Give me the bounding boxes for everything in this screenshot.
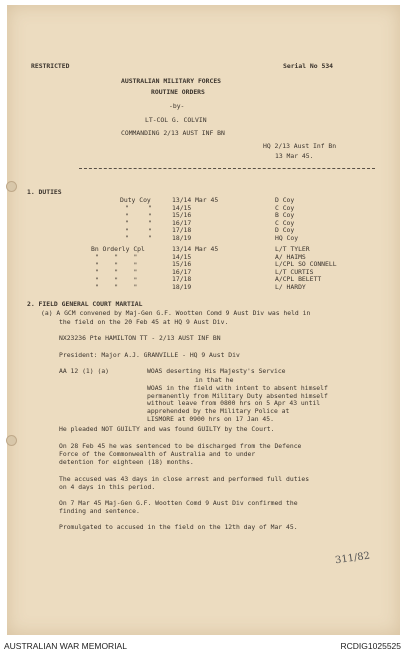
sentence-paragraph	[59, 442, 301, 466]
classification-stamp: RESTRICTED	[31, 62, 70, 70]
charge-line: permanently from Military Duty absented himself	[147, 391, 328, 400]
duty-date: 14/15	[172, 203, 192, 212]
duty-date: 16/17	[172, 218, 192, 227]
serial-number: Serial No 534	[283, 62, 334, 70]
hq-location: HQ 2/13 Aust Inf Bn	[263, 142, 337, 150]
orderly-date: 14/15	[172, 252, 192, 261]
orderly-label: Bn Orderly Cpl	[91, 245, 145, 253]
punch-hole	[6, 435, 17, 446]
orderly-names-column	[275, 246, 337, 292]
orderly-date: 17/18	[172, 275, 192, 284]
command-line: COMMANDING 2/13 AUST INF BN	[121, 129, 225, 137]
paragraph-line: the field on the 20 Feb 45 at HQ 9 Aust Div.	[59, 318, 229, 326]
orderly-name: L/ HARDY	[275, 282, 306, 291]
record-id: RCDIG1025525	[340, 641, 401, 651]
duty-unit: C Coy	[275, 203, 295, 212]
handwritten-annotation: 311/82	[334, 550, 371, 567]
order-date: 13 Mar 45.	[275, 152, 314, 160]
orderly-date: 16/17	[172, 267, 192, 276]
header-divider	[79, 168, 375, 169]
archive-footer	[0, 637, 407, 654]
charge-details	[147, 377, 328, 424]
sentence-line: On 28 Feb 45 he was sentenced to be discharged from the Defence	[59, 442, 302, 450]
by-line: -by-	[169, 102, 185, 110]
custody-line: The accused was 43 days in close arrest and performed full duties	[59, 475, 310, 483]
ditto-column: " " " " " " " " " " " " " " "	[95, 253, 138, 292]
charge-line: in that he	[195, 376, 234, 384]
force-title: AUSTRALIAN MILITARY FORCES	[121, 77, 222, 85]
confirmation-paragraph	[59, 499, 298, 515]
duty-unit: C Coy	[275, 218, 295, 227]
sentence-line: detention for eighteen (18) months.	[59, 458, 194, 466]
duty-units-column	[275, 197, 298, 243]
plea-line: He pleaded NOT GUILTY and was found GUILTY by the Court.	[59, 425, 275, 433]
orderly-date: 18/19	[172, 282, 192, 291]
duty-unit: D Coy	[275, 226, 295, 235]
commanding-officer: LT-COL G. COLVIN	[145, 116, 207, 124]
section-1-heading: 1. DUTIES	[27, 188, 62, 196]
charge-reference: AA 12 (1) (a)	[59, 367, 110, 375]
duty-unit: B Coy	[275, 211, 295, 220]
charge-line: without leave from 0800 hrs on 5 Apr 43 until	[147, 399, 321, 408]
orders-title: ROUTINE ORDERS	[151, 88, 205, 96]
promulgation-line: Promulgated to accused in the field on the 12th day of Mar 45.	[59, 523, 298, 531]
custody-paragraph	[59, 475, 309, 491]
orderly-date: 15/16	[172, 260, 192, 269]
orderly-name: L/T CURTIS	[275, 267, 314, 276]
charge-line: LISMORE at 0900 hrs on 17 Jan 45.	[147, 414, 274, 423]
charge-line: WOAS in the field with intent to absent himself	[147, 383, 328, 392]
section-2-heading: 2. FIELD GENERAL COURT MARTIAL	[27, 300, 143, 308]
charge-line: apprehended by the Military Police at	[147, 407, 290, 416]
ditto-column: " " " " " " " " " "	[125, 204, 152, 243]
archive-name: AUSTRALIAN WAR MEMORIAL	[4, 641, 127, 651]
custody-line: on 4 days in this period.	[59, 483, 156, 491]
duty-date: 17/18	[172, 226, 192, 235]
duty-date: 15/16	[172, 211, 192, 220]
orderly-name: L/CPL SO CONNELL	[275, 260, 337, 269]
duty-unit: HQ Coy	[275, 233, 299, 242]
paragraph-line: (a) A GCM convened by Maj-Gen G.F. Wootten Comd 9 Aust Div was held in	[41, 309, 311, 317]
confirm-line: On 7 Mar 45 Maj-Gen G.F. Wootten Comd 9 Aust Div confirmed the	[59, 499, 298, 507]
duty-date: 13/14 Mar 45	[172, 196, 219, 204]
document-page	[7, 5, 400, 635]
duty-dates-column	[172, 197, 218, 243]
orderly-name: L/T TYLER	[275, 245, 310, 253]
orderly-name: A/CPL BELETT	[275, 275, 322, 284]
confirm-line: finding and sentence.	[59, 507, 140, 515]
accused-line: NX23236 Pte HAMILTON TT - 2/13 AUST INF BN	[59, 334, 221, 342]
duty-unit: D Coy	[275, 196, 295, 204]
duty-coy-label: Duty Coy	[120, 196, 151, 204]
sentence-line: Force of the Commonwealth of Australia and to under	[59, 450, 256, 458]
orderly-dates-column	[172, 246, 218, 292]
orderly-date: 13/14 Mar 45	[172, 245, 219, 253]
charge-title: WOAS deserting His Majesty's Service	[147, 367, 286, 375]
duty-date: 18/19	[172, 233, 192, 242]
orderly-name: A/ HAIMS	[275, 252, 306, 261]
punch-hole	[6, 181, 17, 192]
president-line: President: Major A.J. GRANVILLE - HQ 9 Aust Div	[59, 351, 240, 359]
